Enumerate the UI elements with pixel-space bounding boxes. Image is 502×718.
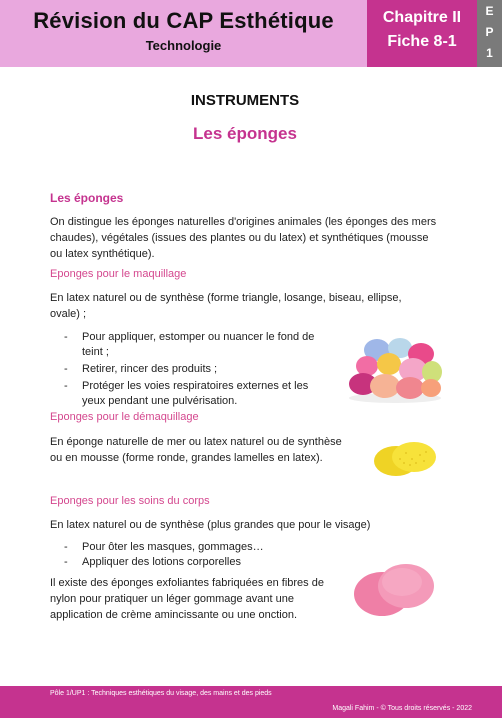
removal-sponges-image	[370, 437, 440, 481]
list-item: - Pour ôter les masques, gommages…	[64, 540, 324, 555]
bullet-line: Retirer, rincer des produits ;	[82, 363, 218, 375]
body-bullets	[64, 540, 324, 572]
footer-module: Pôle 1/UP1 : Techniques esthétiques du visage, des mains et des pieds	[50, 690, 272, 697]
footer-copyright: Magali Fahim - © Tous droits réservés - 2022	[332, 705, 472, 712]
removal-text-line: ou en mousse (forme ronde, grandes lamelles en latex).	[50, 452, 323, 464]
bullet-line: Protéger les voies respiratoires externes et les	[82, 380, 309, 392]
makeup-text-line: ovale) ;	[50, 308, 87, 320]
body-extra-line: application de crème amincissante ou une onction.	[50, 609, 298, 621]
list-item: - Protéger les voies respiratoires externes et les yeux pendant une pulvérisation.	[64, 379, 344, 409]
body-sponges-image	[352, 558, 438, 618]
footer	[0, 686, 502, 718]
page-subtitle: Les éponges	[193, 124, 297, 143]
list-item: - Pour appliquer, estomper ou nuancer le fond de teint ;	[64, 330, 344, 360]
removal-text-line: En éponge naturelle de mer ou latex naturel ou de synthèse	[50, 436, 342, 448]
bullet-line: Pour ôter les masques, gommages…	[82, 541, 264, 553]
makeup-text-line: En latex naturel ou de synthèse (forme triangle, losange, biseau, ellipse,	[50, 292, 402, 304]
ep-letter: E	[485, 4, 494, 18]
list-item: - Retirer, rincer des produits ;	[64, 362, 344, 377]
page-title: INSTRUMENTS	[190, 92, 300, 109]
makeup-heading: Eponges pour le maquillage	[50, 268, 187, 280]
header-title-block	[0, 0, 367, 67]
removal-text	[50, 434, 342, 466]
ep-letter: P	[485, 25, 494, 39]
section-heading: Les éponges	[50, 191, 124, 205]
bullet-line: Appliquer des lotions corporelles	[82, 556, 241, 568]
body-extra-line: nylon pour pratiquer un léger gommage avant une	[50, 593, 294, 605]
intro-line: On distingue les éponges naturelles d'origines animales (les éponges des mers	[50, 216, 437, 228]
ep-letter: 1	[486, 46, 493, 60]
header-title: Révision du CAP Esthétique	[33, 8, 334, 33]
body-text: En latex naturel ou de synthèse (plus grandes que pour le visage)	[50, 519, 371, 531]
body-extra-paragraph	[50, 575, 324, 623]
body-extra-line: Il existe des éponges exfoliantes fabriquées en fibres de	[50, 577, 324, 589]
makeup-sponges-image	[345, 336, 445, 404]
body-heading: Eponges pour les soins du corps	[50, 495, 210, 507]
intro-paragraph	[50, 214, 436, 262]
header-subtitle: Technologie	[145, 38, 222, 53]
chapter-block	[367, 0, 477, 67]
intro-line: chaudes), végétales (issues des plantes ou du latex) et synthétiques (mousse	[50, 232, 429, 244]
list-item: - Appliquer des lotions corporelles	[64, 555, 324, 570]
makeup-text	[50, 290, 402, 322]
ep-tab	[477, 0, 502, 67]
sheet-label: Fiche 8-1	[387, 33, 457, 50]
makeup-bullets	[64, 330, 344, 411]
removal-heading: Eponges pour le démaquillage	[50, 411, 199, 423]
bullet-line: teint ;	[82, 346, 109, 358]
bullet-line: Pour appliquer, estomper ou nuancer le fond de	[82, 331, 315, 343]
bullet-line: yeux pendant une pulvérisation.	[82, 395, 238, 407]
header	[0, 0, 502, 67]
intro-line: ou latex synthétique).	[50, 248, 155, 260]
chapter-label: Chapitre II	[382, 9, 462, 26]
